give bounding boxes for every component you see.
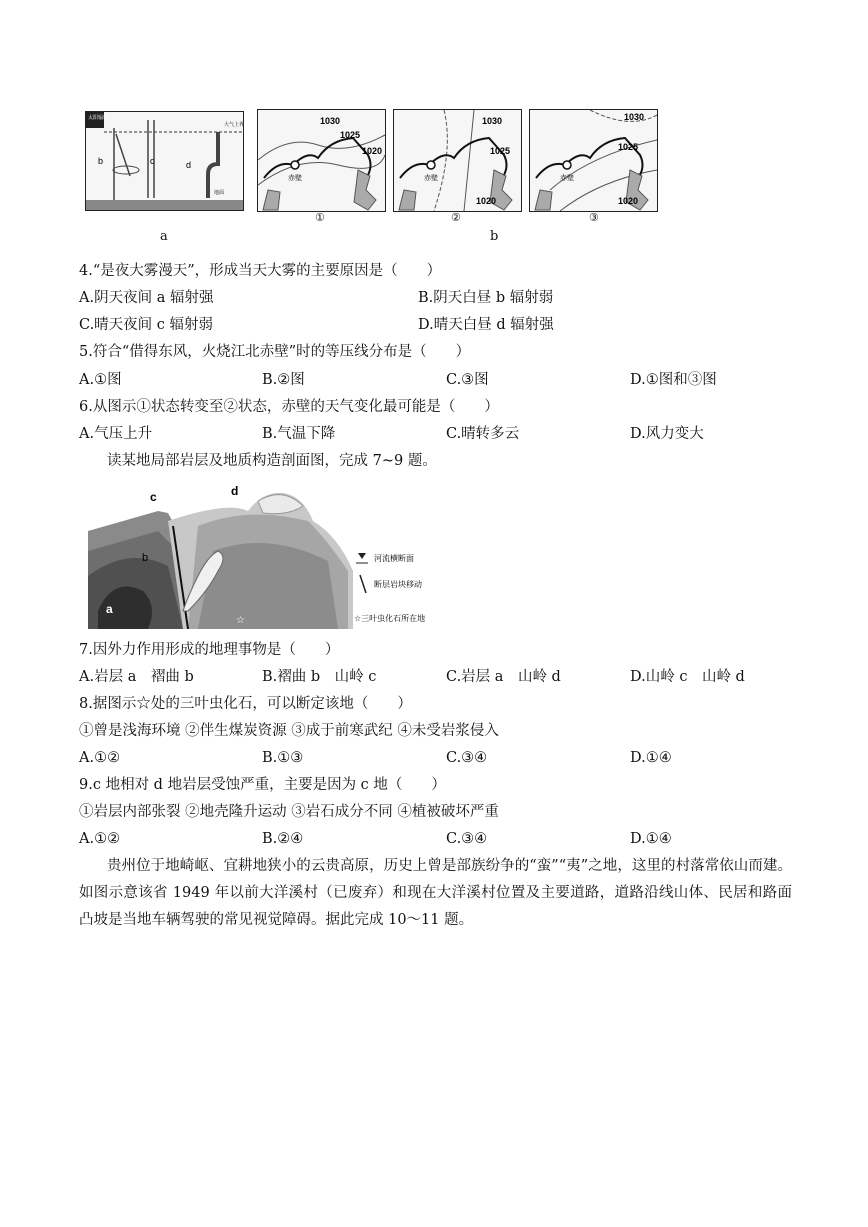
map-number-2: ② — [451, 211, 461, 224]
question-8-sub: ①曾是浅海环境 ②伴生煤炭资源 ③成于前寒武纪 ④未受岩浆侵入 — [79, 723, 499, 739]
question-4-stem: 4.“是夜大雾漫天”，形成当天大雾的主要原因是（ ） — [79, 263, 442, 279]
q6-option-d[interactable]: D.风力变大 — [630, 426, 704, 442]
isobar-1030: 1030 — [482, 116, 503, 126]
q9-option-a[interactable]: A.①② — [79, 831, 121, 847]
q7-option-b[interactable]: B.褶曲 b 山岭 c — [262, 669, 377, 685]
ground-label: 地面 — [214, 190, 225, 196]
q4-option-b[interactable]: B.阴天白昼 b 辐射弱 — [418, 290, 554, 306]
label-d: d — [231, 484, 239, 498]
legend-fossil: ☆三叶虫化石所在地 — [354, 614, 426, 623]
q9-option-d[interactable]: D.①④ — [630, 831, 672, 847]
isobar-1020: 1020 — [362, 146, 383, 156]
q8-option-b[interactable]: B.①③ — [262, 750, 304, 766]
figure-panel-a — [85, 111, 244, 211]
figure-caption-b: b — [490, 229, 499, 244]
solar-radiation-label: 太阳辐射 — [88, 115, 109, 121]
question-5-stem: 5.符合“借得东风，火烧江北赤壁”时的等压线分布是（ ） — [79, 344, 471, 360]
question-6-stem: 6.从图示①状态转变至②状态，赤壁的天气变化最可能是（ ） — [79, 399, 499, 415]
q7-option-d[interactable]: D.山岭 c 山岭 d — [630, 669, 745, 685]
city-label: 赤壁 — [560, 175, 574, 182]
q6-option-b[interactable]: B.气温下降 — [262, 426, 336, 442]
q7-option-c[interactable]: C.岩层 a 山岭 d — [446, 669, 561, 685]
q5-option-c[interactable]: C.③图 — [446, 372, 489, 388]
svg-text:断层岩块移动: 断层岩块移动 — [374, 580, 422, 589]
legend-river — [356, 553, 414, 563]
q5-option-b[interactable]: B.②图 — [262, 372, 305, 388]
geology-figure — [88, 481, 458, 629]
q9-option-b[interactable]: B.②④ — [262, 831, 304, 847]
isobar-1030: 1030 — [320, 116, 341, 126]
q7-option-a[interactable]: A.岩层 a 褶曲 b — [79, 669, 194, 685]
q6-option-a[interactable]: A.气压上升 — [79, 426, 153, 442]
geology-intro: 读某地局部岩层及地质构造剖面图，完成 7~9 题。 — [107, 453, 437, 469]
isobar-1025: 1025 — [490, 146, 511, 156]
city-label: 赤壁 — [288, 175, 302, 182]
question-9-sub: ①岩层内部张裂 ②地壳隆升运动 ③岩石成分不同 ④植被破坏严重 — [79, 804, 499, 820]
q6-option-c[interactable]: C.晴转多云 — [446, 426, 520, 442]
atm-top-label: 大气上界 — [224, 122, 243, 128]
isobar-1020: 1020 — [618, 196, 639, 206]
label-b: b — [142, 552, 149, 564]
arrow-label-d: d — [186, 160, 192, 170]
label-a: a — [106, 602, 113, 616]
isobar-map-3 — [529, 109, 658, 212]
isobar-1030: 1030 — [624, 112, 645, 122]
map-number-1: ① — [315, 211, 325, 224]
map-number-3: ③ — [589, 211, 599, 224]
isobar-map-2 — [393, 109, 522, 212]
isobar-1025: 1025 — [618, 142, 639, 152]
svg-text:河流横断面: 河流横断面 — [374, 554, 414, 563]
q4-option-d[interactable]: D.晴天白昼 d 辐射强 — [418, 317, 554, 333]
fossil-star-icon: ☆ — [236, 615, 245, 626]
figure-caption-a: a — [160, 229, 168, 244]
arrow-label-c: c — [150, 156, 155, 166]
label-c: c — [150, 490, 157, 504]
guizhou-paragraph: 贵州位于地崎岖、宜耕地狭小的云贵高原，历史上曾是部族纷争的“蛮”“夷”之地，这里的村落常依山而建。如图示意该省 1949 年以前大洋溪村（已废弃）和现在大洋溪村位置及主要道路，道路沿线山体、民居和路面凸坡是当地车辆驾驶的常见视觉障碍。据此完成 10～11 题。 — [79, 858, 792, 928]
isobar-map-1 — [257, 109, 386, 212]
q8-option-a[interactable]: A.①② — [79, 750, 121, 766]
q5-option-a[interactable]: A.①图 — [79, 372, 122, 388]
legend-fault — [360, 575, 422, 593]
radiation-diagram — [86, 112, 243, 210]
q5-option-d[interactable]: D.①图和③图 — [630, 372, 717, 388]
q4-option-c[interactable]: C.晴天夜间 c 辐射弱 — [79, 317, 214, 333]
q4-option-a[interactable]: A.阴天夜间 a 辐射强 — [79, 290, 214, 306]
q8-option-d[interactable]: D.①④ — [630, 750, 672, 766]
isobar-1020: 1020 — [476, 196, 497, 206]
question-7-stem: 7.因外力作用形成的地理事物是（ ） — [79, 642, 340, 658]
isobar-1025: 1025 — [340, 130, 361, 140]
q9-option-c[interactable]: C.③④ — [446, 831, 488, 847]
q8-option-c[interactable]: C.③④ — [446, 750, 488, 766]
question-9-stem: 9.c 地相对 d 地岩层受蚀严重，主要是因为 c 地（ ） — [79, 777, 446, 793]
arrow-label-b: b — [98, 156, 104, 166]
city-label: 赤壁 — [424, 175, 438, 182]
question-8-stem: 8.据图示☆处的三叶虫化石，可以断定该地（ ） — [79, 696, 412, 712]
